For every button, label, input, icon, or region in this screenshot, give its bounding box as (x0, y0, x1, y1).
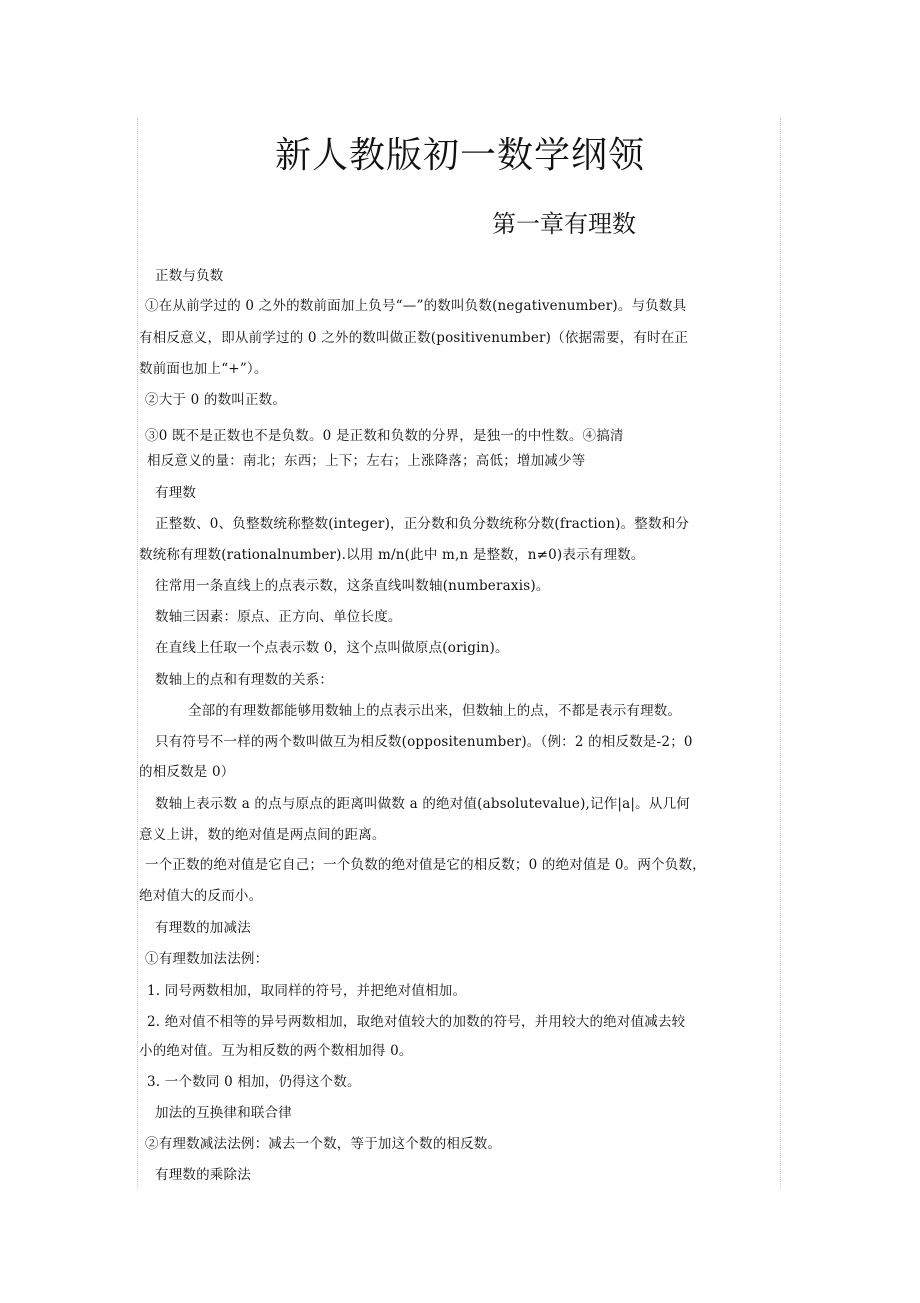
paragraph-line: 有相反意义，即从前学过的 0 之外的数叫做正数(positivenumber)（依据需要，有时在正 (139, 330, 689, 346)
paragraph-line: ①在从前学过的 0 之外的数前面加上负号“—”的数叫负数(negativenumber)。与负数具 (145, 298, 687, 314)
section-heading: 有理数 (155, 485, 197, 501)
paragraph-line: 意义上讲，数的绝对值是两点间的距离。 (139, 827, 386, 843)
paragraph-line: 相反意义的量：南北；东西；上下；左右；上涨降落；高低；增加减少等 (147, 453, 586, 469)
paragraph-line: ③0 既不是正数也不是负数。0 是正数和负数的分界，是独一的中性数。④搞清 (145, 428, 624, 444)
chapter-heading: 第一章有理数 (492, 210, 636, 238)
paragraph-line: 全部的有理数都能够用数轴上的点表示出来，但数轴上的点，不都是表示有理数。 (188, 703, 682, 719)
paragraph-line: 只有符号不一样的两个数叫做互为相反数(oppositenumber)。（例：2 的相反数是-2；0 (155, 734, 693, 750)
paragraph-line: 的相反数是 0） (139, 764, 235, 780)
paragraph-line: ②大于 0 的数叫正数。 (145, 392, 287, 408)
paragraph-line: 数轴三因素：原点、正方向、单位长度。 (155, 609, 402, 625)
paragraph-line: 绝对值大的反而小。 (139, 888, 263, 904)
section-heading: 有理数的加减法 (155, 920, 251, 936)
paragraph-line: 小的绝对值。互为相反数的两个数相加得 0。 (139, 1043, 413, 1059)
section-heading: 正数与负数 (155, 268, 224, 284)
paragraph-line: 数轴上的点和有理数的关系： (155, 672, 334, 688)
paragraph-line: 往常用一条直线上的点表示数，这条直线叫数轴(numberaxis)。 (155, 578, 550, 594)
section-heading: 有理数的乘除法 (155, 1167, 251, 1183)
paragraph-line: ②有理数减法法例：减去一个数，等于加这个数的相反数。 (145, 1136, 502, 1152)
list-item: 3. 一个数同 0 相加，仍得这个数。 (147, 1074, 361, 1090)
paragraph-line: 在直线上任取一个点表示数 0，这个点叫做原点(origin)。 (155, 640, 509, 656)
document-title: 新人教版初一数学纲领 (274, 135, 645, 176)
paragraph-line: 一个正数的绝对值是它自己；一个负数的绝对值是它的相反数；0 的绝对值是 0。两个负数， (145, 857, 706, 873)
paragraph-line: 正整数、0、负整数统称整数(integer)，正分数和负分数统称分数(fraction)。整数和分 (155, 516, 690, 532)
list-item: 2. 绝对值不相等的异号两数相加，取绝对值较大的加数的符号，并用较大的绝对值减去较 (147, 1014, 686, 1030)
paragraph-line: 数统称有理数(rationalnumber).以用 m/n(此中 m,n 是整数，n≠0)表示有理数。 (139, 547, 645, 563)
list-item: 1. 同号两数相加，取同样的符号，并把绝对值相加。 (147, 983, 467, 999)
paragraph-line: 数前面也加上“+”）。 (139, 361, 268, 377)
paragraph-line: 数轴上表示数 a 的点与原点的距离叫做数 a 的绝对值(absolutevalue),记作|a|。从几何 (155, 796, 690, 812)
paragraph-line: ①有理数加法法例： (145, 951, 269, 967)
section-heading: 加法的互换律和联合律 (155, 1105, 292, 1121)
